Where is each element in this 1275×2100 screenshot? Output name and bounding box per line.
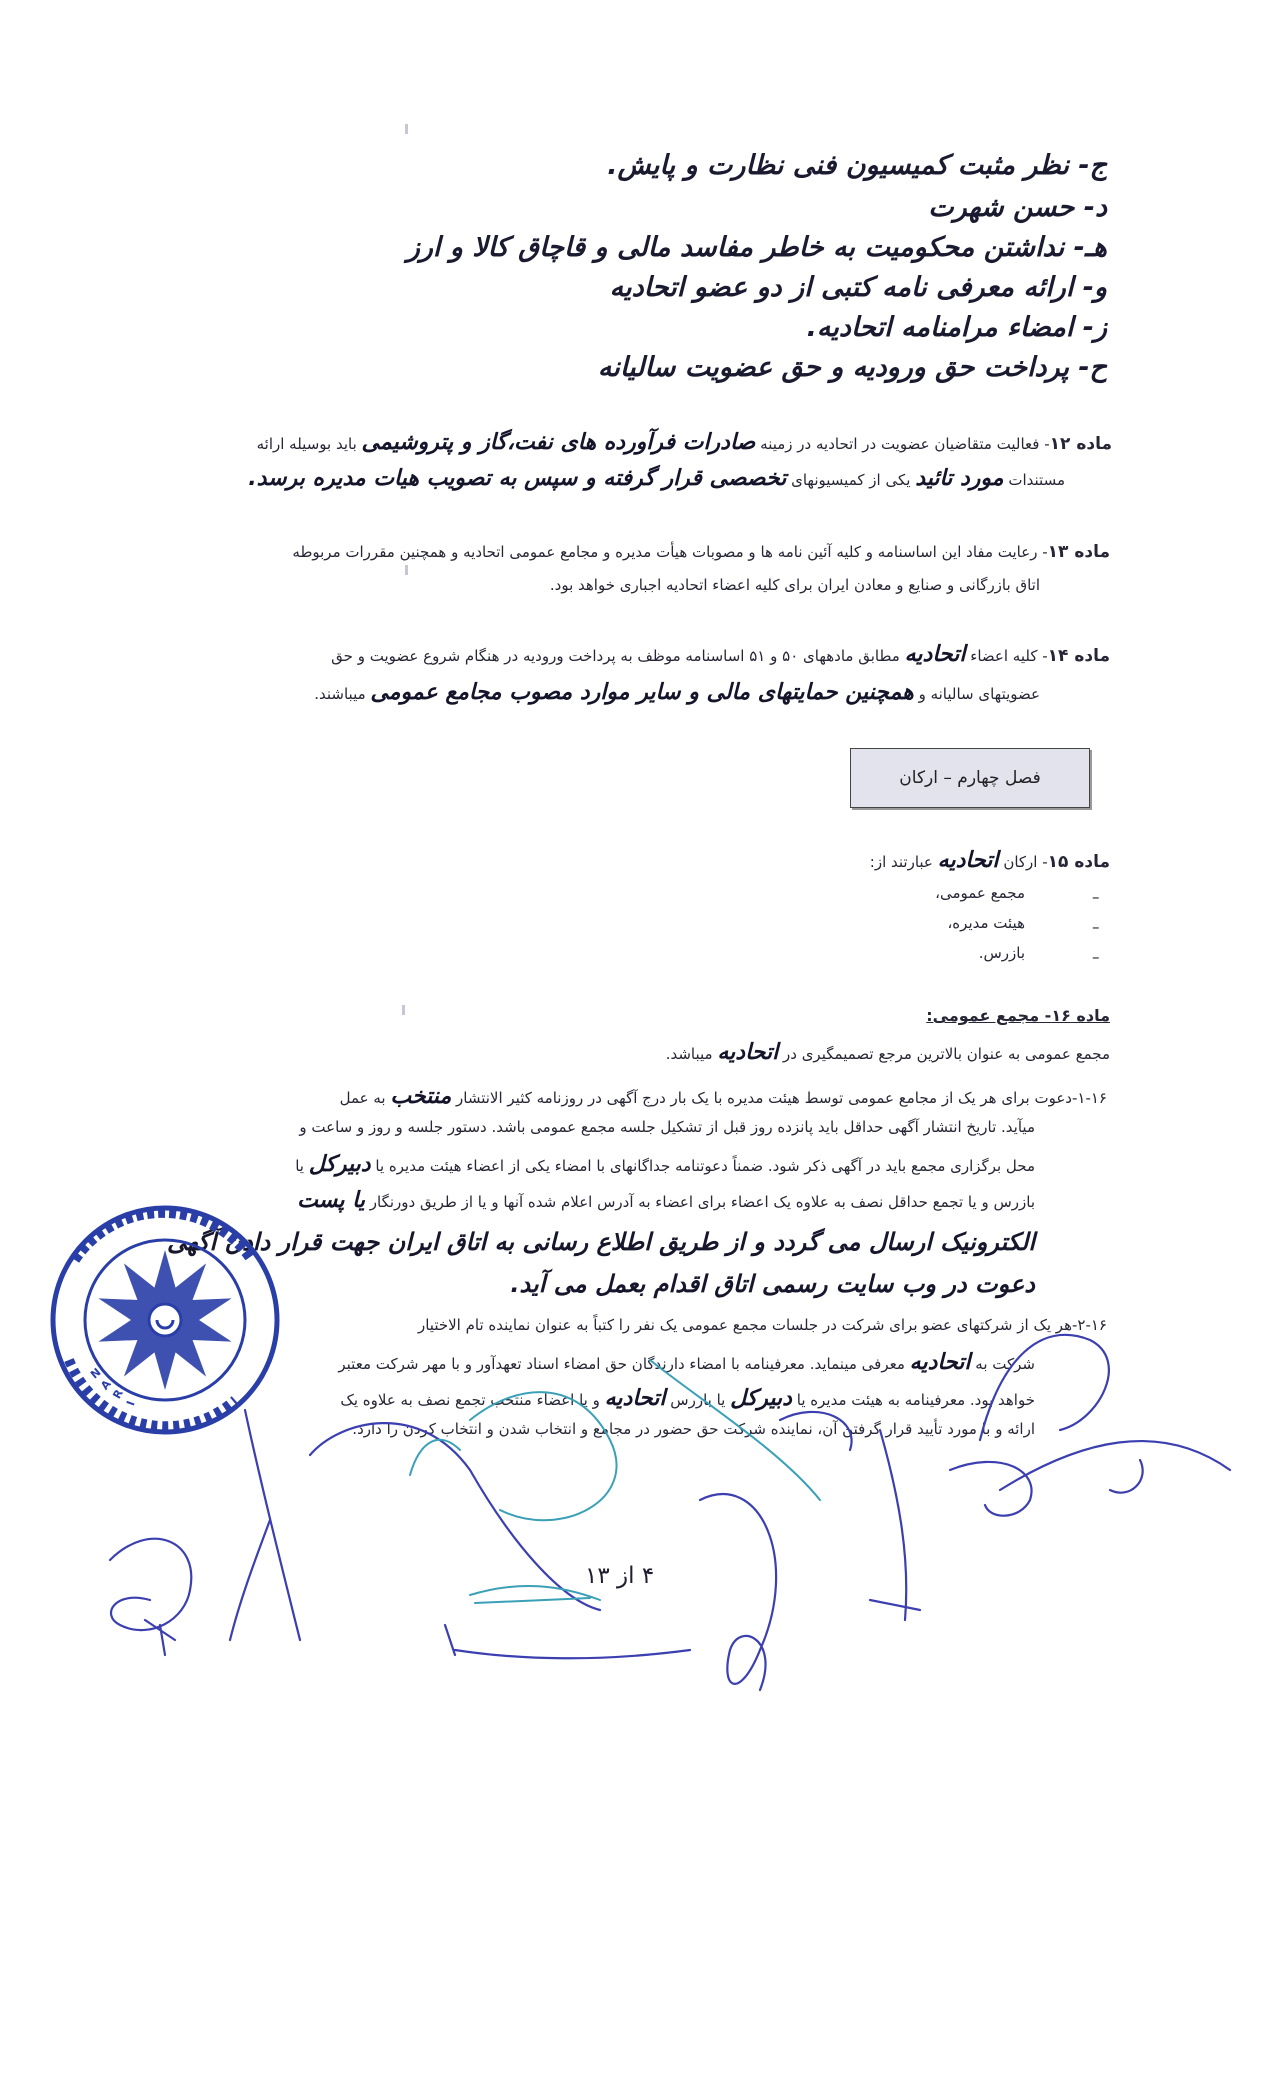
signature-stroke xyxy=(110,1539,191,1630)
article-16-2-line-1: ۲-۱۶-هر یک از شرکتهای عضو برای شرکت در جلسات مجمع عمومی یک نفر را کتباً به عنوان نماینده تام الاختیار xyxy=(417,1316,1107,1334)
list-dash: – xyxy=(1092,948,1100,966)
article-13-line-1: ماده ۱۳- رعایت مفاد این اساسنامه و کلیه آئین نامه ها و مصوبات هیأت مدیره و مجامع عمومی اتحادیه و همچنین مقررات مربوطه xyxy=(292,542,1110,562)
signature-stroke xyxy=(310,1423,600,1610)
svg-text:I: I xyxy=(124,1399,138,1408)
article-16-1-line-2: میآید. تاریخ انتشار آگهی حداقل باید پانزده روز قبل از تشکیل جلسه مجمع عمومی باشد. دستور جلسه و روز و ساعت و xyxy=(299,1118,1035,1136)
condition-line: د- حسن شهرت xyxy=(928,192,1107,223)
article-15-item: هیئت مدیره، xyxy=(947,914,1025,932)
article-16-1-line-4: بازرس و یا تجمع حداقل نصف به علاوه یک اعضاء برای اعضاء به آدرس اعلام شده آنها و یا از طریق دورنگار یا پست xyxy=(297,1188,1035,1213)
condition-line: هـ- نداشتن محکومیت به خاطر مفاسد مالی و قاچاق کالا و ارز xyxy=(406,232,1107,263)
condition-line: ز- امضاء مرامنامه اتحادیه. xyxy=(806,312,1107,343)
article-16-intro: مجمع عمومی به عنوان بالاترین مرجع تصمیمگیری در اتحادیه میباشد. xyxy=(665,1040,1110,1065)
article-16-1-line-6: دعوت در وب سایت رسمی اتاق اقدام بعمل می آید. xyxy=(510,1270,1035,1298)
signature-stroke xyxy=(650,1360,820,1500)
signature-stroke xyxy=(410,1440,460,1475)
article-16-1-line-3: محل برگزاری مجمع باید در آگهی ذکر شود. ضمناً دعوتنامه جداگانهای با امضاء یکی از اعضاء هیئت مدیره یا دبیرکل یا xyxy=(295,1152,1035,1177)
article-14-lead: ماده ۱۴ xyxy=(1047,646,1110,666)
article-16-2-line-2: شرکت به اتحادیه معرفی مینماید. معرفینامه با امضاء دارندگان حق امضاء اسناد تعهدآور و با مهر شرکت معتبر xyxy=(338,1350,1035,1375)
article-16-2-line-3: خواهد بود. معرفینامه به هیئت مدیره یا دبیرکل یا بازرس اتحادیه و یا اعضاء منتخب تجمع نصف به علاوه یک xyxy=(340,1386,1035,1411)
page-number: ۴ از ۱۳ xyxy=(585,1563,655,1589)
article-16-2-line-4: ارائه و با مورد تأیید قرار گرفتن آن، نماینده شرکت حق حضور در مجامع و انتخاب شدن و انتخاب کردن را دارد. xyxy=(352,1420,1035,1438)
svg-text:R: R xyxy=(110,1387,126,1402)
article-12-lead: ماده ۱۲ xyxy=(1049,434,1112,454)
signature-stroke xyxy=(780,1412,852,1450)
condition-line: ح- پرداخت حق ورودیه و حق عضویت سالیانه xyxy=(597,352,1107,383)
list-dash: – xyxy=(1092,888,1100,906)
signature-stroke xyxy=(445,1625,690,1658)
article-12-line-1: ماده ۱۲- فعالیت متقاضیان عضویت در اتحادیه در زمینه صادرات فرآورده های نفت،گاز و پتروشیمی باید بوسیله ارائه xyxy=(256,430,1112,455)
signature-stroke xyxy=(870,1430,920,1620)
svg-text:A: A xyxy=(98,1377,114,1393)
article-15-lead: ماده ۱۵ xyxy=(1047,852,1110,872)
signature-stroke xyxy=(950,1462,1032,1516)
chamber-seal-stamp xyxy=(53,1208,277,1432)
signature-stroke xyxy=(1000,1441,1230,1493)
signature-stroke xyxy=(470,1586,600,1603)
article-15-item: مجمع عمومی، xyxy=(935,884,1025,902)
article-16-1-line-5: الکترونیک ارسال می گردد و از طریق اطلاع رسانی به اتاق ایران جهت قرار دادن آگهی xyxy=(166,1228,1035,1256)
article-15-item: بازرس. xyxy=(978,944,1025,962)
signature-light-scribbles xyxy=(410,1360,820,1603)
condition-line: ج- نظر مثبت کمیسیون فنی نظارت و پایش. xyxy=(607,150,1107,181)
signature-stroke xyxy=(145,1620,175,1655)
condition-line: و- ارائه معرفی نامه کتبی از دو عضو اتحادیه xyxy=(609,272,1107,303)
list-dash: – xyxy=(1092,918,1100,936)
signature-scribbles xyxy=(110,1335,1230,1690)
article-13-lead: ماده ۱۳ xyxy=(1047,542,1110,562)
article-14-line-1: ماده ۱۴- کلیه اعضاء اتحادیه مطابق مادههای ۵۰ و ۵۱ اساسنامه موظف به پرداخت ورودیه در هنگام شروع عضویت و حق xyxy=(331,642,1110,667)
article-16-heading: ماده ۱۶- مجمع عمومی: xyxy=(926,1006,1110,1025)
article-14-line-2: عضویتهای سالیانه و همچنین حمایتهای مالی و سایر موارد مصوب مجامع عمومی میباشند. xyxy=(314,680,1040,705)
article-16-1-line-1: ۱-۱۶-دعوت برای هر یک از مجامع عمومی توسط هیئت مدیره با یک بار درج آگهی در روزنامه کثیر الانتشار منتخب به عمل xyxy=(339,1084,1107,1109)
signature-stroke xyxy=(980,1335,1109,1440)
article-15-line: ماده ۱۵- ارکان اتحادیه عبارتند از: xyxy=(869,848,1110,873)
svg-text:N: N xyxy=(88,1365,104,1382)
signature-stroke xyxy=(470,1392,617,1520)
signature-stroke xyxy=(230,1410,300,1640)
chapter-4-title: فصل چهارم – ارکان xyxy=(899,768,1041,788)
article-12-line-2: مستندات مورد تائید یکی از کمیسیونهای تخصصی قرار گرفته و سپس به تصویب هیات مدیره برسد. xyxy=(248,466,1065,491)
signature-stroke xyxy=(700,1494,776,1690)
article-13-line-2: اتاق بازرگانی و صنایع و معادن ایران برای کلیه اعضاء اتحادیه اجباری خواهد بود. xyxy=(549,576,1040,594)
